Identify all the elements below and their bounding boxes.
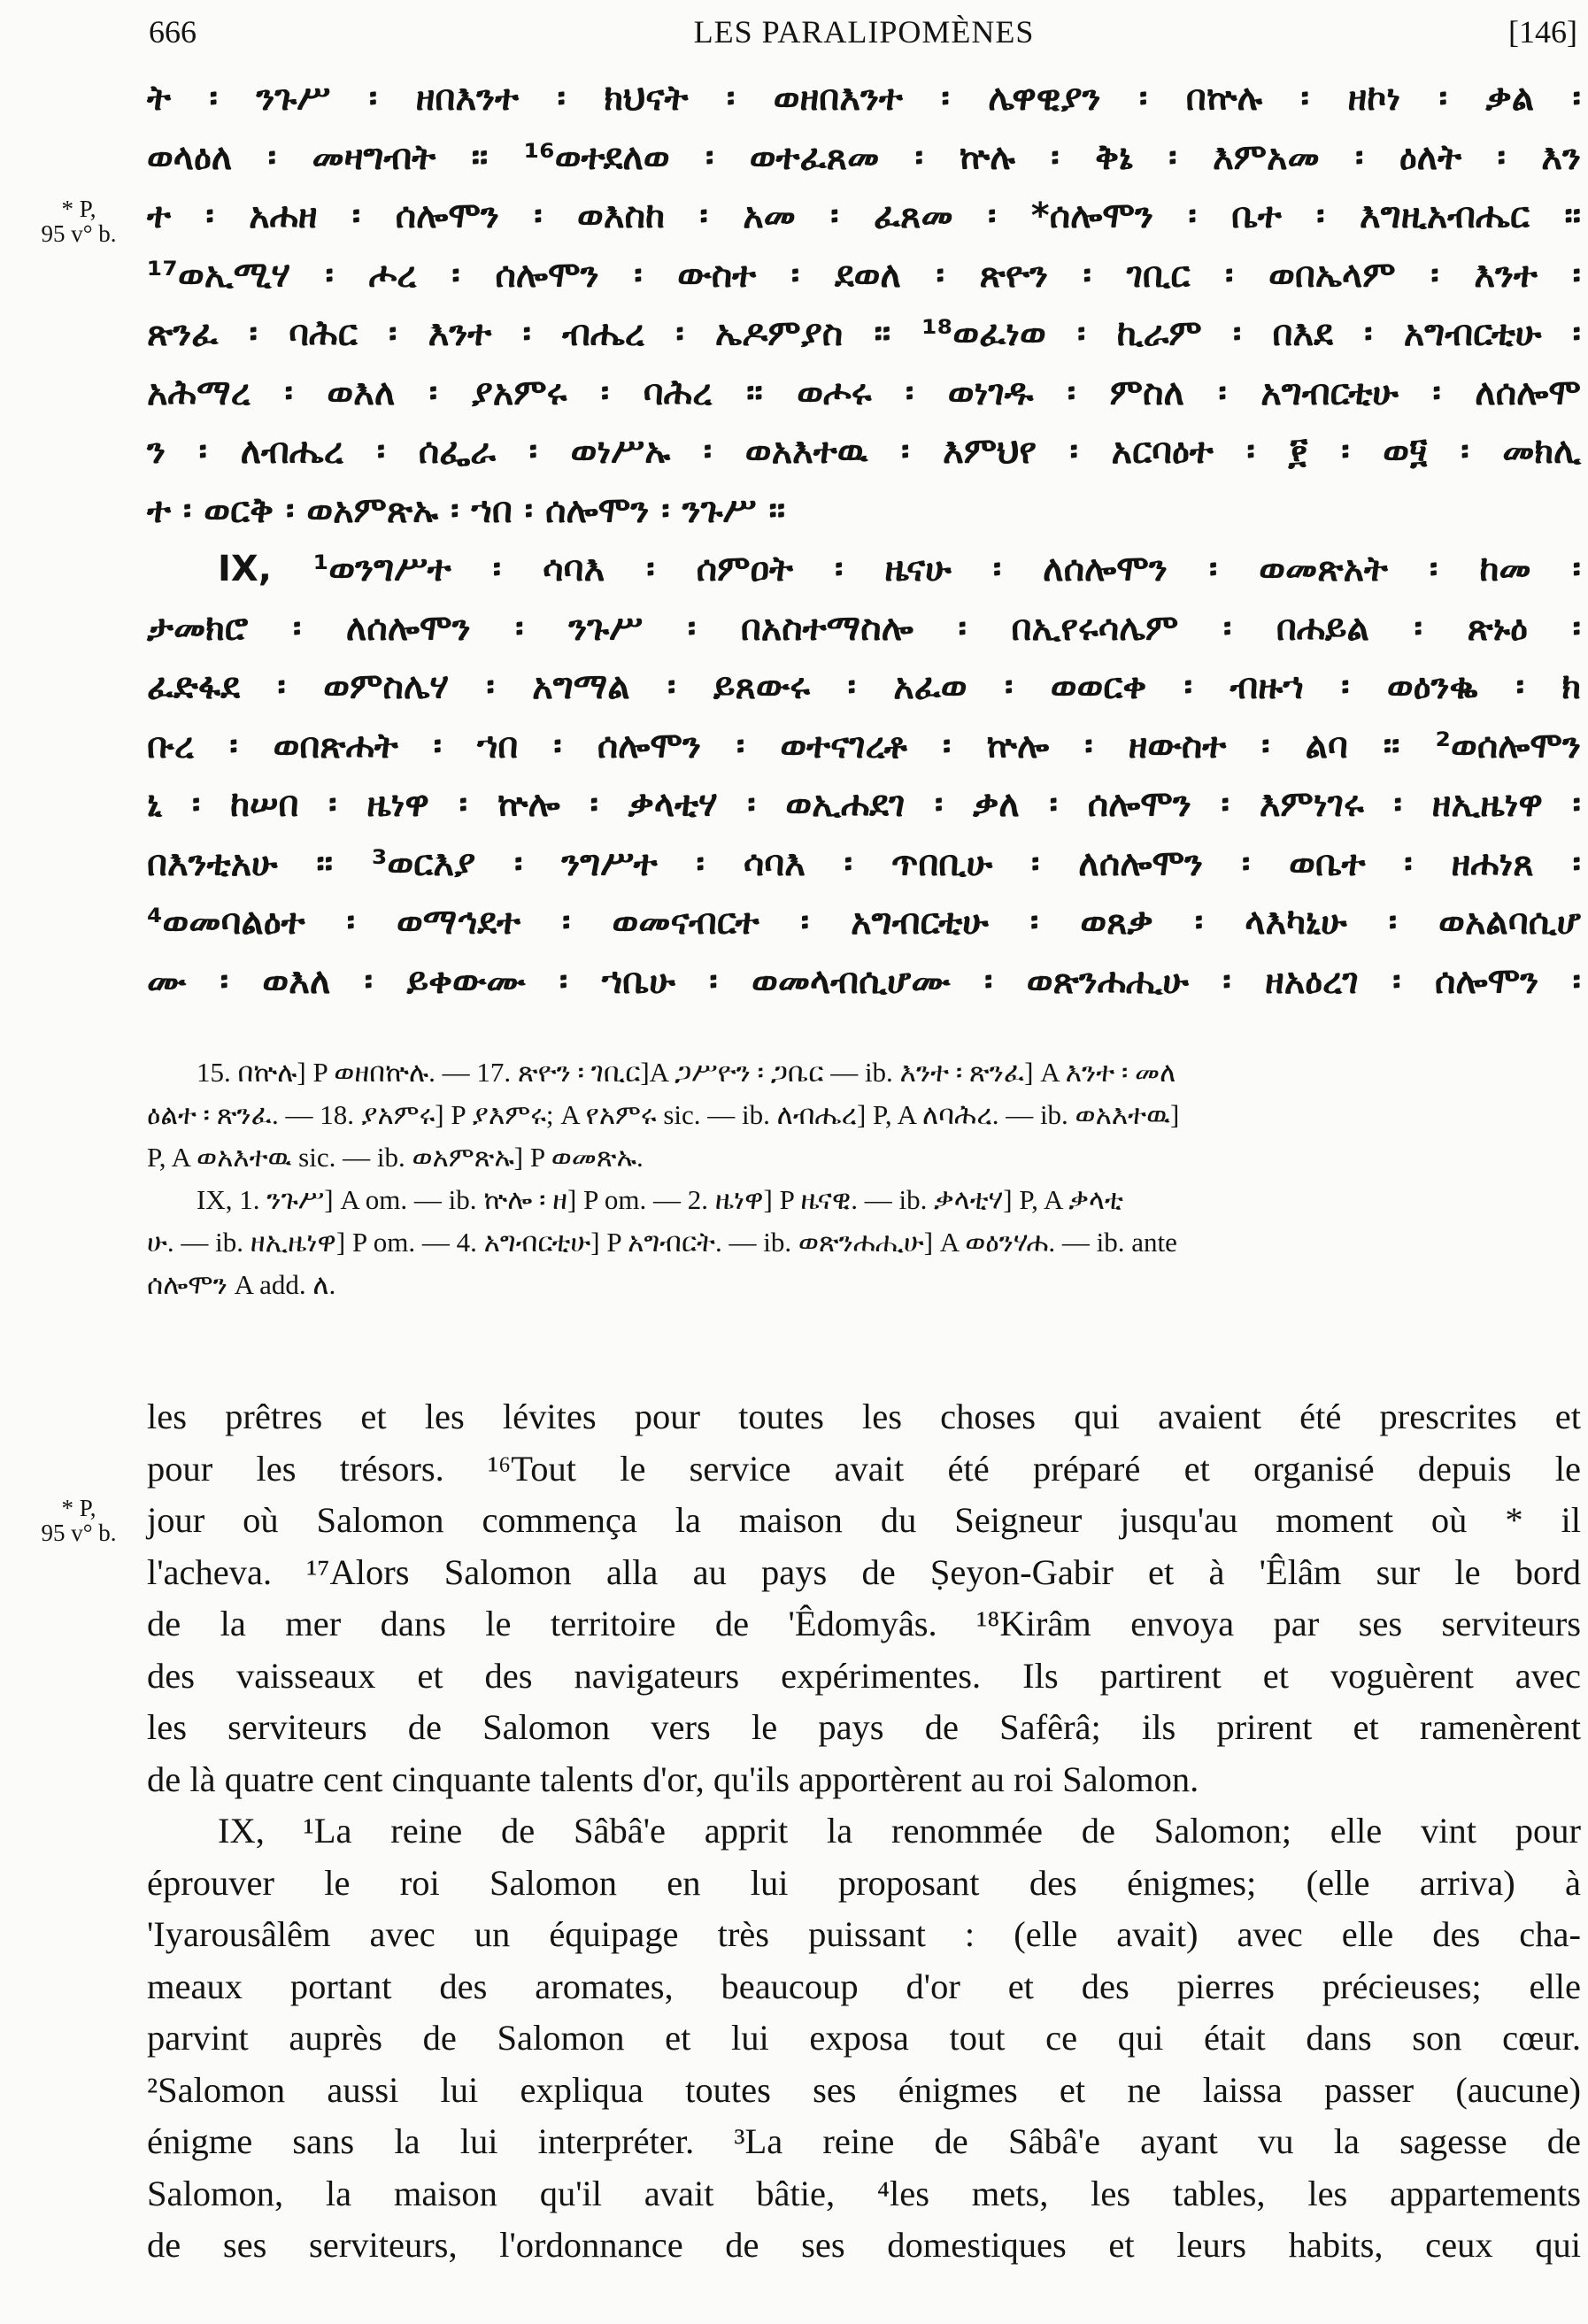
section-number: [146] (1508, 14, 1577, 50)
french-line: IX, ¹La reine de Sâbâ'e apprit la renommée de Salomon; elle vint pour (218, 1811, 1581, 1851)
margin-note-ethiopic: * P, 95 v° b. (41, 196, 117, 247)
ethiopic-line: ቡረ ፡ ወበጽሐት ፡ ኀበ ፡ ሰሎሞን ፡ ወተናገረቶ ፡ ኵሎ ፡ ዘውስተ ፡ ልባ ። ²ወሰሎሞን (147, 725, 1581, 766)
french-line: de ses serviteurs, l'ordonnance de ses domestiques et leurs habits, ceux qui (147, 2225, 1581, 2265)
ethiopic-line: ጽንፈ ፡ ባሕር ፡ እንተ ፡ ብሔረ ፡ ኤዶምያስ ። ¹⁸ወፈነወ ፡ ኪራም ፡ በእደ ፡ አግብርቲሁ ፡ (147, 313, 1581, 354)
note-line: ሁ. — ib. ዘኢዜነዋ] P om. — 4. አግብርቲሁ] P አግብርት. — ib. ወጽንሐሒሁ] A ወዕንሃሐ. — ib. ante (147, 1227, 1177, 1258)
ethiopic-line: ን ፡ ለብሔረ ፡ ሰፌራ ፡ ወነሥኡ ፡ ወአእተዉ ፡ እምህየ ፡ አርባዕተ ፡ ፻ ፡ ወ፶ ፡ መክሊ (147, 431, 1581, 472)
running-header (149, 7, 1579, 57)
french-line: pour les trésors. ¹⁶Tout le service avait été préparé et organisé depuis le (147, 1448, 1581, 1489)
note-line: IX, 1. ንጉሥ] A om. — ib. ኵሎ ፡ ዘ] P om. — 2. ዜነዋ] P ዜናዊ. — ib. ቃላቲሃ] P, A ቃላቲ (197, 1184, 1123, 1215)
french-translation (147, 1391, 1581, 2272)
french-line: éprouver le roi Salomon en lui proposant des énigmes; (elle arriva) à (147, 1862, 1581, 1903)
french-line: Salomon, la maison qu'il avait bâtie, ⁴les mets, les tables, les appartements (147, 2173, 1581, 2213)
note-line: ሰሎሞን A add. ለ. (147, 1269, 336, 1300)
ethiopic-line: በእንቲአሁ ። ³ወርእያ ፡ ንግሥተ ፡ ሳባእ ፡ ጥበቢሁ ፡ ለሰሎሞን ፡ ወቤተ ፡ ዘሐነጸ ፡ (147, 843, 1581, 884)
ethiopic-line: ሙ ፡ ወእለ ፡ ይቀውሙ ፡ ኀቤሁ ፡ ወመላብሲሆሙ ፡ ወጽንሐሒሁ ፡ ዘአዕረገ ፡ ሰሎሞን ፡ (147, 960, 1581, 1002)
french-line: énigme sans la lui interpréter. ³La reine de Sâbâ'e ayant vu la sagesse de (147, 2121, 1581, 2161)
french-line: l'acheva. ¹⁷Alors Salomon alla au pays de Ṣeyon-Gabir et à 'Êlâm sur le bord (147, 1551, 1581, 1592)
note-line: 15. በኵሉ] P ወዘበኵሉ. — 17. ጽዮን ፡ ገቢር]A ጋሥዮን ፡ ጋቤር — ib. እንተ ፡ ጽንፈ] A እንተ ፡ መለ (197, 1057, 1176, 1088)
french-line: de la mer dans le territoire de 'Êdomyâs. ¹⁸Kirâm envoya par ses serviteurs (147, 1604, 1581, 1643)
ethiopic-line: ተ ፡ አሐዘ ፡ ሰሎሞን ፡ ወእስከ ፡ አመ ፡ ፈጸመ ፡ *ሰሎሞን ፡ ቤተ ፡ እግዚአብሔር ። (147, 196, 1581, 236)
ethiopic-line: አሕማረ ፡ ወእለ ፡ ያአምሩ ፡ ባሕረ ። ወሖሩ ፡ ወነገዱ ፡ ምስለ ፡ አግብርቲሁ ፡ ለሰሎሞ (147, 372, 1581, 413)
french-line: les prêtres et les lévites pour toutes les choses qui avaient été prescrites et (147, 1397, 1581, 1436)
ethiopic-line: ወላዕለ ፡ መዛግብት ። ¹⁶ወተደለወ ፡ ወተፈጸመ ፡ ኵሉ ፡ ቅኔ ፡ እምአመ ፡ ዕለት ፡ እን (147, 136, 1581, 178)
french-line: de là quatre cent cinquante talents d'or, qu'ils apportèrent au roi Salomon. (147, 1758, 1199, 1799)
ethiopic-line: ⁴ወመባልዕተ ፡ ወማኅደተ ፡ ወመናብርተ ፡ አግብርቲሁ ፡ ወጸቃ ፡ ላእካኒሁ ፡ ወአልባሲሆ (147, 902, 1581, 943)
ethiopic-line: ት ፡ ንጉሥ ፡ ዘበእንተ ፡ ክህናት ፡ ወዘበእንተ ፡ ሌዋዊያን ፡ በኵሉ ፡ ዘኮነ ፡ ቃል ፡ (147, 78, 1581, 119)
french-line: ²Salomon aussi lui expliqua toutes ses énigmes et ne laissa passer (aucune) (147, 2069, 1581, 2110)
ethiopic-line: IX, ¹ወንግሥተ ፡ ሳባእ ፡ ሰምዐት ፡ ዜናሁ ፡ ለሰሎሞን ፡ ወመጽአት ፡ ከመ ፡ (218, 549, 1581, 589)
ethiopic-line: ኒ ፡ ከሠበ ፡ ዜነዋ ፡ ኵሎ ፡ ቃላቲሃ ፡ ወኢሐደገ ፡ ቃለ ፡ ሰሎሞን ፡ እምነገሩ ፡ ዘኢዜነዋ ፡ (147, 784, 1581, 825)
french-line: parvint auprès de Salomon et lui exposa tout ce qui était dans son cœur. (147, 2018, 1581, 2058)
ethiopic-line: ተ ፡ ወርቅ ፡ ወአምጽኡ ፡ ኀበ ፡ ሰሎሞን ፡ ንጉሥ ። (147, 489, 786, 531)
ethiopic-text (147, 69, 1581, 1011)
ethiopic-line: ፈድፋደ ፡ ወምስሌሃ ፡ አግማል ፡ ይጸውሩ ፡ አፈወ ፡ ወወርቀ ፡ ብዙኀ ፡ ወዕንቈ ፡ ክ (147, 666, 1581, 707)
note-line: P, A ወአእተዉ sic. — ib. ወአምጽኡ] P ወመጽኡ. (147, 1142, 644, 1173)
french-line: des vaisseaux et des navigateurs expérimentes. Ils partirent et voguèrent avec (147, 1655, 1581, 1696)
margin-note-french: * P, 95 v° b. (41, 1495, 117, 1546)
french-line: les serviteurs de Salomon vers le pays de Safêrâ; ils prirent et ramenèrent (147, 1707, 1581, 1747)
french-line: meaux portant des aromates, beaucoup d'or et des pierres précieuses; elle (147, 1966, 1581, 2006)
ethiopic-line: ታመክሮ ፡ ለሰሎሞን ፡ ንጉሥ ፡ በአስተማስሎ ፡ በኢየሩሳሌም ፡ በሐይል ፡ ጽኑዕ ፡ (147, 607, 1581, 649)
note-line: ዕልተ ፡ ጽንፈ. — 18. ያአምሩ] P ያእምሩ; A የአምሩ sic. — ib. ለብሔረ] P, A ለባሕረ. — ib. ወአእተዉ] (147, 1099, 1180, 1130)
french-line: 'Iyarousâlêm avec un équipage très puissant : (elle avait) avec elle des cha- (147, 1914, 1581, 1954)
french-line: jour où Salomon commença la maison du Seigneur jusqu'au moment où * il (147, 1500, 1581, 1540)
page-number: 666 (149, 14, 197, 50)
page-title: LES PARALIPOMÈNES (693, 14, 1035, 50)
ethiopic-line: ¹⁷ወኢሚሃ ፡ ሖረ ፡ ሰሎሞን ፡ ውስተ ፡ ደወለ ፡ ጽዮን ፡ ገቢር ፡ ወበኤላም ፡ እንተ ፡ (147, 254, 1581, 296)
critical-apparatus (147, 1051, 1581, 1306)
